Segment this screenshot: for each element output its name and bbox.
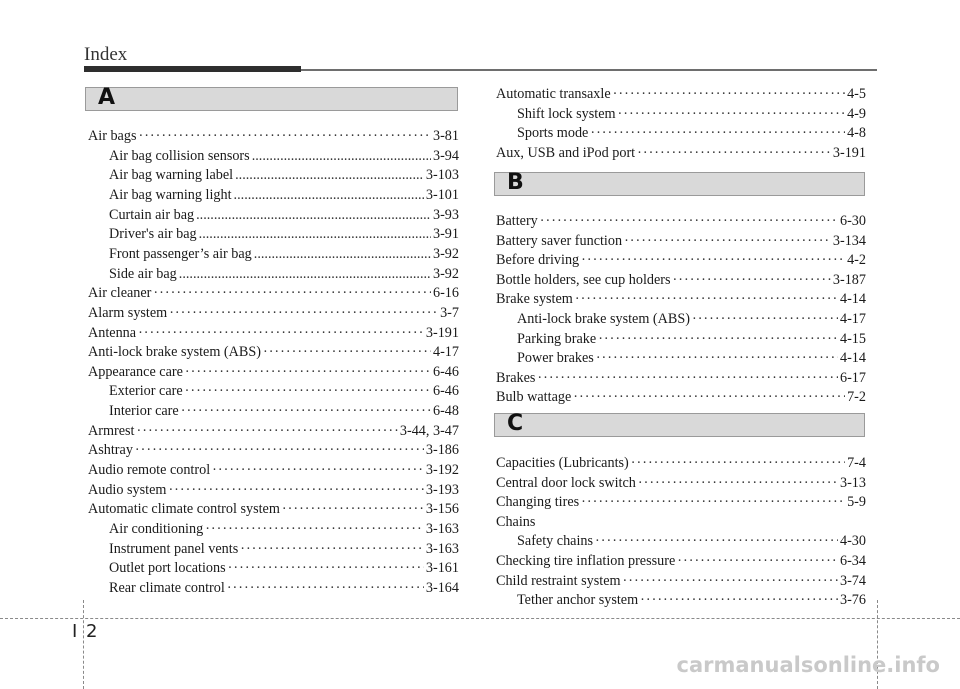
index-entry-page: 3-92 [432,245,459,262]
index-entry [109,558,459,578]
index-entry [88,342,459,362]
index-entry-page: 4-30 [839,533,866,550]
index-entry [517,590,866,610]
index-entry-page: 3-192 [425,462,459,479]
index-entry-label: Air cleaner [88,285,152,302]
index-entry [496,368,866,388]
leader-dots [240,539,424,559]
leader-dots [623,571,838,591]
index-entry [496,512,866,532]
index-entry-page: 3-91 [432,226,459,243]
leader-dots [263,342,431,362]
leader-dots [168,480,423,500]
index-entry-page: 4-17 [839,311,866,327]
index-entry-label: Power brakes [517,350,594,367]
index-entry-label: Air bag collision sensors [109,147,250,164]
index-entry-label: Air conditioning [109,521,204,537]
index-entry-label: Chains [496,513,536,530]
leader-dots [169,303,438,323]
footer-rule [0,618,960,619]
index-entry [88,362,459,382]
index-entry-page: 4-9 [847,105,866,122]
leader-dots [137,421,398,441]
index-entry [109,401,459,421]
leader-dots [638,473,838,493]
index-entry [109,205,459,225]
leader-dots [618,104,846,124]
index-entry-page: 3-161 [425,560,459,577]
index-entry-label: Alarm system [88,304,168,321]
leader-dots [624,231,831,251]
header-rule-thin [301,69,877,71]
index-entry [496,250,866,270]
header-rule-thick [84,66,301,72]
index-entry-page: 3-191 [425,324,459,341]
index-entry-label: Battery saver function [496,232,623,249]
index-entry-page: 3-74 [839,572,866,589]
index-entry [517,104,866,124]
index-entry-label: Child restraint system [496,572,621,589]
index-entry [88,126,459,146]
index-entry [517,531,866,551]
index-entry-page: 3-13 [839,474,866,491]
leader-dots [196,205,431,225]
index-entry [517,123,866,143]
index-entry [88,440,459,460]
leader-dots [637,143,831,163]
leader-dots [254,244,431,264]
index-entry-label: Driver's air bag [109,226,197,243]
index-entry-page: 3-81 [432,128,459,144]
section-a-letter: A [98,85,116,110]
footer-divider-left [83,600,84,689]
section-b-letter: B [507,170,524,195]
index-entry-label: Automatic transaxle [496,86,611,102]
index-entry-page: 4-8 [847,125,866,141]
leader-dots [179,264,431,284]
index-entry [109,578,459,598]
index-entry-page: 3-193 [425,481,459,498]
index-entry-label: Exterior care [109,383,183,400]
index-entry-page: 3-94 [432,147,459,164]
leader-dots [205,519,424,539]
index-entry [109,264,459,284]
index-entry-page: 3-186 [425,442,459,459]
leader-dots [540,211,838,231]
index-entry [496,211,866,231]
page-header-title: Index [84,44,128,65]
index-entry-label: Rear climate control [109,579,225,596]
leader-dots [640,590,838,610]
index-entry [496,289,866,309]
leader-dots [138,126,431,146]
index-entry [496,231,866,251]
index-entry-label: Curtain air bag [109,206,195,223]
index-entry [88,480,459,500]
index-entry [109,539,459,559]
index-entry-label: Audio system [88,481,167,498]
index-entry-label: Front passenger’s air bag [109,245,252,262]
leader-dots [692,309,838,329]
index-entry-page: 4-2 [847,252,866,269]
index-entry-page: 4-14 [839,350,866,367]
index-entry-label: Outlet port locations [109,560,226,577]
index-entry [517,329,866,349]
index-entry-page: 3-134 [832,232,866,249]
index-entry-label: Changing tires [496,494,580,511]
index-entry-page: 4-14 [839,291,866,308]
index-entry-label: Air bags [88,128,137,144]
index-entry-page: 3-92 [432,265,459,282]
index-entry [496,143,866,163]
index-entry [109,185,459,205]
index-entry [496,84,866,104]
index-entry-label: Ashtray [88,442,133,459]
leader-dots [673,270,831,290]
index-entry-label: Armrest [88,422,135,439]
index-entry [496,473,866,493]
index-entry-label: Brakes [496,369,536,386]
index-entry-label: Shift lock system [517,105,616,122]
index-entry [517,309,866,329]
leader-dots [590,123,845,143]
footer-page-number: 2 [86,621,98,642]
leader-dots [575,289,838,309]
leader-dots [199,224,431,244]
index-entry-page: 7-2 [847,389,866,406]
index-entry-page: 3-93 [432,206,459,223]
index-entry-page: 3-7 [440,304,459,321]
leader-dots [282,499,424,519]
index-entry-page: 6-30 [839,213,866,229]
index-entry-page: 6-46 [432,363,459,380]
leader-dots [596,348,838,368]
leader-dots [598,329,838,349]
index-entry [109,165,459,185]
index-entry-label: Automatic climate control system [88,501,280,518]
index-entry-label: Air bag warning light [109,186,232,203]
index-entry [109,519,459,539]
index-entry-label: Audio remote control [88,462,211,479]
index-entry-page: 3-191 [832,144,866,161]
index-entry [88,421,459,441]
index-entry [496,270,866,290]
index-entry-label: Bulb wattage [496,389,572,406]
footer-section-letter: I [72,621,78,642]
index-entry [517,348,866,368]
leader-dots [677,551,838,571]
section-c-letter: C [507,411,524,436]
index-entry-label: Tether anchor system [517,592,639,609]
index-entry [88,499,459,519]
index-entry [109,244,459,264]
index-entry-label: Interior care [109,403,179,420]
section-c-header [494,413,865,437]
index-entry-page: 3-164 [425,579,459,596]
leader-dots [252,146,431,166]
index-entry [88,323,459,343]
index-entry [496,551,866,571]
index-entry-label: Anti-lock brake system (ABS) [517,311,690,327]
index-entry-page: 5-9 [847,494,866,511]
index-entry [496,387,866,407]
index-entry-page: 3-44, 3-47 [399,422,459,439]
index-entry [109,146,459,166]
index-entry [496,492,866,512]
index-entry-label: Checking tire inflation pressure [496,553,676,569]
index-entry-page: 4-15 [839,330,866,347]
index-entry-page: 3-156 [425,501,459,518]
index-entry-page: 3-163 [425,540,459,557]
index-entry-page: 3-76 [839,592,866,609]
index-entry [109,224,459,244]
index-entry-label: Battery [496,213,538,229]
watermark: carmanualsonline.info [676,653,940,677]
index-entry-label: Appearance care [88,363,183,380]
leader-dots [153,283,431,303]
leader-dots [631,453,845,473]
index-entry-label: Anti-lock brake system (ABS) [88,344,261,361]
index-entry-page: 6-48 [432,403,459,420]
index-entry-label: Brake system [496,291,573,308]
leader-dots [537,368,838,388]
index-entry-page: 6-16 [432,285,459,302]
leader-dots [185,381,431,401]
index-entry-label: Instrument panel vents [109,540,239,557]
index-entry-label: Before driving [496,252,580,269]
leader-dots [595,531,838,551]
leader-dots [227,578,424,598]
index-entry-page: 3-103 [425,167,459,184]
index-entry-page: 6-17 [839,369,866,386]
leader-dots [138,323,424,343]
section-a-header [85,87,458,111]
index-entry [109,381,459,401]
leader-dots [181,401,431,421]
leader-dots [581,250,845,270]
index-entry [88,303,459,323]
index-entry-label: Antenna [88,324,137,341]
index-entry [88,283,459,303]
index-entry [496,571,866,591]
index-entry-label: Bottle holders, see cup holders [496,271,671,288]
index-entry-page: 3-187 [832,271,866,288]
leader-dots [613,84,845,104]
leader-dots [581,492,845,512]
index-entry-label: Central door lock switch [496,474,636,491]
index-entry-label: Sports mode [517,125,589,141]
index-entry-page: 7-4 [847,455,866,471]
index-entry-page: 3-163 [425,521,459,537]
index-entry-label: Side air bag [109,265,177,282]
index-entry [88,460,459,480]
index-entry-label: Air bag warning label [109,167,234,184]
leader-dots [212,460,424,480]
leader-dots [573,387,845,407]
index-entry-page: 4-5 [847,86,866,102]
leader-dots [185,362,431,382]
index-entry-page: 6-34 [839,553,866,569]
index-entry-label: Parking brake [517,330,597,347]
leader-dots [228,558,424,578]
index-entry-page: 6-46 [432,383,459,400]
index-entry-label: Aux, USB and iPod port [496,144,636,161]
index-entry-label: Capacities (Lubricants) [496,455,629,471]
section-b-header [494,172,865,196]
index-entry-label: Safety chains [517,533,594,550]
leader-dots [235,165,424,185]
index-entry-page: 4-17 [432,344,459,361]
index-entry [496,453,866,473]
leader-dots [135,440,424,460]
index-entry-page: 3-101 [425,186,459,203]
leader-dots [234,185,424,205]
